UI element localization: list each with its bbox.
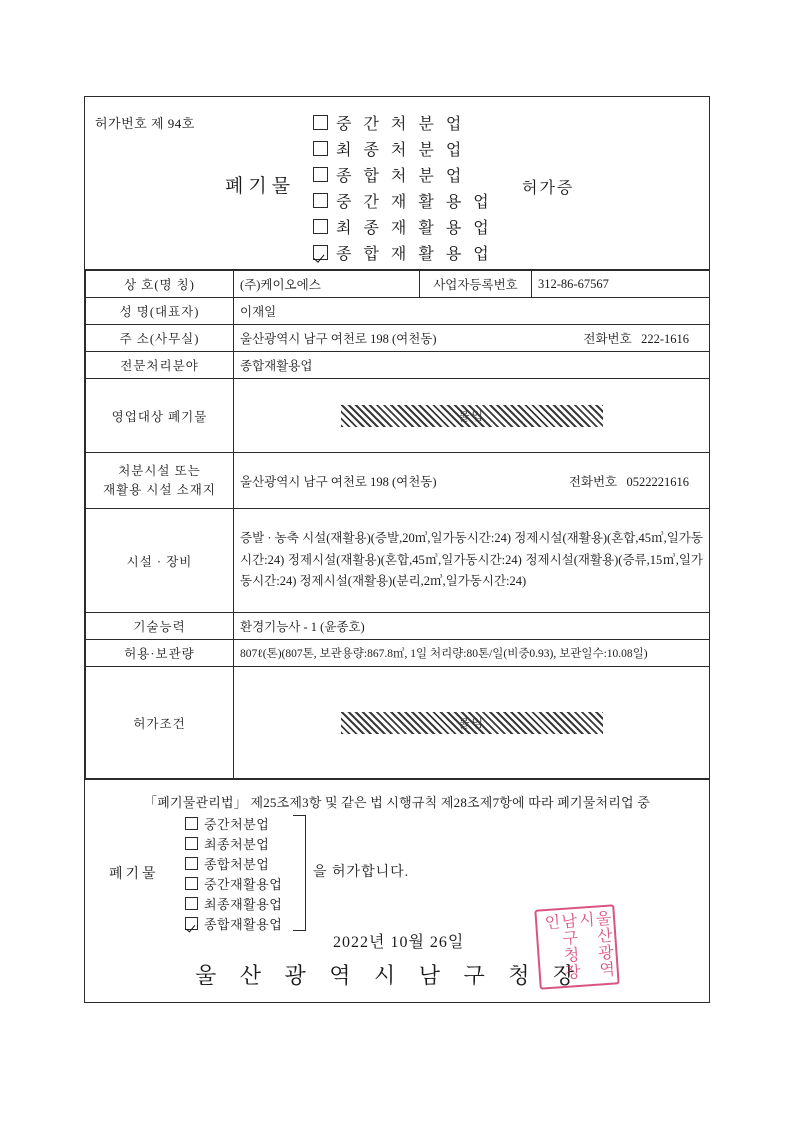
permit-type-option[interactable] (185, 913, 282, 933)
business-type-option[interactable] (313, 239, 493, 265)
brace-bracket (293, 815, 306, 931)
business-type-option[interactable] (313, 135, 493, 161)
seal-text-line2: 남구청장인 (541, 912, 580, 982)
facility-label: 시설 · 장비 (86, 509, 234, 613)
certificate-footer (85, 779, 709, 1002)
permit-type-option[interactable] (185, 893, 282, 913)
field-value: 종합재활용업 (234, 352, 710, 379)
business-type-option[interactable] (313, 187, 493, 213)
checkbox-icon[interactable] (185, 857, 198, 870)
checkbox-icon[interactable] (185, 877, 198, 890)
condition-value: 불임 (457, 715, 486, 730)
business-type-checklist (313, 109, 493, 265)
capacity-label: 허용·보관량 (86, 640, 234, 667)
business-type-label: 최 종 처 분 업 (336, 141, 466, 159)
permit-sentence: 을 허가합니다. (313, 865, 410, 880)
biznum-label: 사업자등록번호 (420, 271, 532, 298)
table-row (86, 453, 710, 509)
permit-type-option[interactable] (185, 833, 282, 853)
seal-text (541, 910, 614, 985)
checkbox-icon[interactable] (313, 193, 328, 208)
site-phone-value: 0522221616 (626, 474, 689, 489)
table-row (86, 509, 710, 613)
permit-type-option[interactable] (185, 873, 282, 893)
certificate-title: 폐기물 (225, 176, 296, 197)
permit-certificate (84, 96, 710, 1003)
permit-type-checklist (185, 813, 282, 933)
site-value: 울산광역시 남구 여천로 198 (여천동) (240, 474, 437, 489)
table-row (86, 613, 710, 640)
phone-label: 전화번호 (583, 332, 632, 346)
site-label-line2: 재활용 시설 소재지 (103, 482, 216, 497)
permit-declaration (85, 811, 709, 988)
site-phone-label: 전화번호 (568, 474, 618, 489)
checkbox-icon[interactable] (185, 897, 198, 910)
redacted-block (341, 405, 603, 427)
address-cell (234, 325, 710, 352)
field-label: 전문처리분야 (86, 352, 234, 379)
biznum-value: 312-86-67567 (532, 271, 710, 298)
business-type-label: 최 종 재 활 용 업 (336, 219, 493, 237)
issue-date: 2022년 10월 26일 (333, 934, 465, 951)
permit-type-option[interactable] (185, 813, 282, 833)
target-waste-value: 불입 (457, 408, 486, 423)
ceo-value: 이재일 (234, 298, 710, 325)
seal-text-line1: 울산광역시 (575, 909, 615, 979)
site-label (86, 453, 234, 509)
phone-group (583, 329, 689, 347)
target-waste-label: 영업대상 폐기물 (86, 379, 234, 453)
business-type-option[interactable] (313, 213, 493, 239)
capacity-value: 807ℓ(톤)(807톤, 보관용량:867.8㎥, 1일 처리량:80톤/일(비중0.93), 보관일수:10.08일) (234, 640, 710, 667)
official-seal (534, 904, 619, 989)
certificate-header (85, 97, 709, 270)
table-row (86, 379, 710, 453)
business-type-label: 종 합 처 분 업 (336, 167, 466, 185)
certificate-details-table (85, 270, 710, 779)
company-label: 상 호(명 칭) (86, 271, 234, 298)
checkbox-checked-icon[interactable] (313, 245, 328, 260)
permit-type-label: 종합재활용업 (204, 916, 283, 932)
table-row (86, 271, 710, 298)
permit-type-option[interactable] (185, 853, 282, 873)
address-value: 울산광역시 남구 여천로 198 (여천동) (240, 332, 437, 346)
checkbox-icon[interactable] (313, 219, 328, 234)
phone-value: 222-1616 (641, 332, 689, 346)
table-row (86, 298, 710, 325)
permit-type-label: 최종처분업 (204, 836, 270, 852)
tech-value: 환경기능사 - 1 (윤종호) (234, 613, 710, 640)
address-label: 주 소(사무실) (86, 325, 234, 352)
company-value: (주)케이오에스 (234, 271, 420, 298)
table-row (86, 640, 710, 667)
legal-reference-text: 「폐기물관리법」 제25조제3항 및 같은 법 시행규칙 제28조제7항에 따라 폐기물처리업 중 (144, 795, 650, 810)
business-type-label: 중 간 재 활 용 업 (336, 193, 493, 211)
condition-cell (234, 667, 710, 779)
facility-value: 증발 · 농축 시설(재활용)(증발,20㎥,일가동시간:24) 정제시설(재활용)(혼합,45㎥,일가동시간:24) 정제시설(재활용)(혼합,45㎥,일가동시간:24) 정제시설(재활용)(증류,15㎥,일가동시간:24) 정제시설(재활용)(분리,2㎥,일가동시간:24) (234, 509, 710, 613)
checkbox-checked-icon[interactable] (185, 917, 198, 930)
business-type-option[interactable] (313, 109, 493, 135)
checkbox-icon[interactable] (313, 115, 328, 130)
checkbox-icon[interactable] (185, 817, 198, 830)
issuer-name: 울 산 광 역 시 남 구 청 장 (195, 963, 584, 988)
checkbox-icon[interactable] (313, 141, 328, 156)
ceo-label: 성 명(대표자) (86, 298, 234, 325)
permit-type-label: 중간재활용업 (204, 876, 283, 892)
business-type-option[interactable] (313, 161, 493, 187)
permit-type-label: 중간처분업 (204, 816, 270, 832)
permit-type-label: 최종재활용업 (204, 896, 283, 912)
permit-type-label: 종합처분업 (204, 856, 270, 872)
target-waste-cell (234, 379, 710, 453)
table-row (86, 352, 710, 379)
certificate-title-suffix: 허가증 (522, 180, 575, 197)
site-phone-group (569, 472, 689, 490)
checkbox-icon[interactable] (185, 837, 198, 850)
condition-label: 허가조건 (86, 667, 234, 779)
site-cell (234, 453, 710, 509)
waste-word: 폐기물 (109, 867, 159, 882)
permit-number: 허가번호 제 94호 (95, 116, 195, 131)
business-type-label: 종 합 재 활 용 업 (336, 245, 493, 263)
table-row (86, 325, 710, 352)
checkbox-icon[interactable] (313, 167, 328, 182)
tech-label: 기술능력 (86, 613, 234, 640)
site-label-line1: 처분시설 또는 (118, 464, 201, 479)
business-type-label: 중 간 처 분 업 (336, 115, 466, 133)
redacted-block (341, 712, 603, 734)
table-row (86, 667, 710, 779)
